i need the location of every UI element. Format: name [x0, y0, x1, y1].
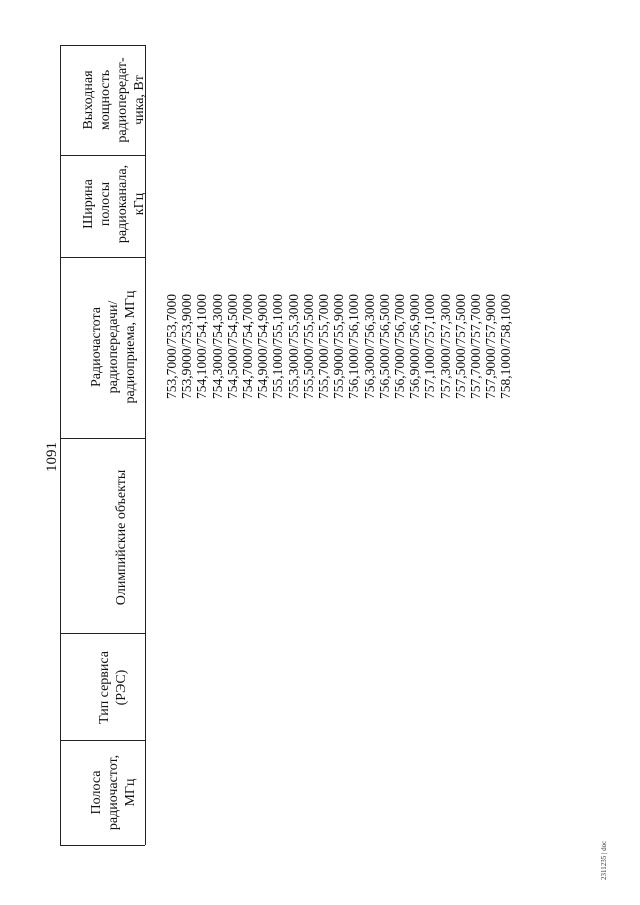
col-divider-6: [60, 740, 145, 741]
frequency-value: 757,7000/757,7000: [468, 293, 484, 399]
frequency-value: 756,9000/756,9000: [407, 293, 423, 399]
frequency-value: 756,7000/756,7000: [392, 293, 408, 399]
col-divider-5: [60, 633, 145, 634]
frequency-value: 757,9000/757,9000: [483, 293, 499, 399]
col-divider-4: [60, 438, 145, 439]
frequency-value: 758,1000/758,1000: [498, 293, 514, 399]
page-number: 1091: [44, 442, 60, 472]
table-border-left: [60, 45, 61, 845]
col-divider-2: [60, 155, 145, 156]
col-divider-1: [60, 45, 145, 46]
frequency-value: 755,1000/755,1000: [270, 293, 286, 399]
frequency-value: 756,1000/756,1000: [346, 293, 362, 399]
frequency-values-column: [164, 294, 514, 399]
document-footer: 2311235 | doc: [600, 840, 608, 880]
col-divider-3: [60, 257, 145, 258]
frequency-value: 754,1000/754,1000: [194, 293, 210, 399]
frequency-value: 757,5000/757,5000: [452, 293, 468, 399]
frequency-value: 757,1000/757,1000: [422, 293, 438, 399]
frequency-value: 756,5000/756,5000: [376, 293, 392, 399]
frequency-value: 754,7000/754,7000: [240, 293, 256, 399]
header-channel-bandwidth: Ширина полосы радиоканала, кГц: [81, 164, 147, 244]
header-output-power: Выходная мощность радиопередат- чика, Вт: [81, 57, 147, 143]
header-tx-rx-frequency: Радиочастота радиопередачи/ радиоприема, МГц: [89, 290, 138, 404]
frequency-value: 755,7000/755,7000: [316, 293, 332, 399]
header-olympic-objects: Олимпийские объекты: [114, 469, 129, 606]
frequency-value: 756,3000/756,3000: [361, 293, 377, 399]
frequency-value: 757,3000/757,3000: [437, 293, 453, 399]
frequency-value: 755,9000/755,9000: [331, 293, 347, 399]
frequency-value: 754,3000/754,3000: [209, 293, 225, 399]
header-service-type: Тип сервиса (РЭС): [97, 651, 129, 724]
frequency-value: 753,7000/753,7000: [164, 293, 179, 399]
frequency-value: 753,9000/753,9000: [179, 293, 195, 399]
frequency-value: 754,5000/754,5000: [224, 293, 240, 399]
frequency-value: 754,9000/754,9000: [255, 293, 271, 399]
frequency-value: 755,3000/755,3000: [285, 293, 301, 399]
header-frequency-band: Полоса радиочастот, МГц: [89, 754, 138, 831]
col-divider-7: [60, 845, 145, 846]
frequency-value: 755,5000/755,5000: [300, 293, 316, 399]
